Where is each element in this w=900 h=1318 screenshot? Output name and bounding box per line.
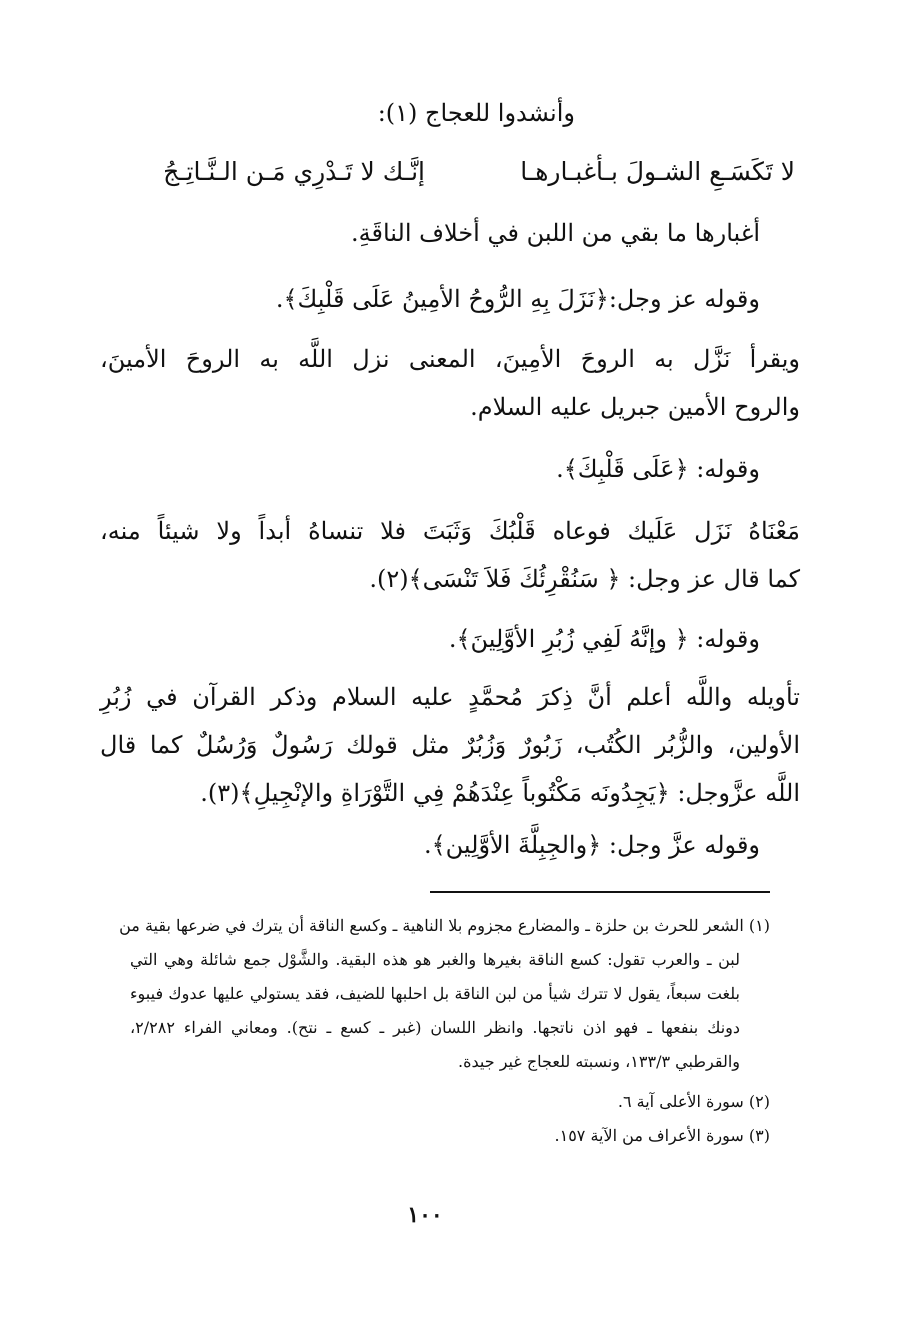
text-line-11: الأولين، والزُّبُر الكُتُب، زَبُورٌ وَزُبُرٌ مثل قولك رَسُولٌ وَرُسُلٌ كما قال bbox=[100, 731, 800, 759]
text-line-3: وقوله عز وجل:﴿نَزَلَ بِهِ الرُّوحُ الأمِينُ عَلَى قَلْبِكَ﴾. bbox=[275, 285, 760, 313]
footnote-separator bbox=[430, 891, 770, 893]
text-line-5: والروح الأمين جبريل عليه السلام. bbox=[470, 393, 800, 421]
text-line-2: أغبارها ما بقي من اللبن في أخلاف الناقَةِ. bbox=[351, 219, 760, 247]
footnote-2: (٢) سورة الأعلى آية ٦. bbox=[617, 1092, 770, 1111]
text-line-4: ويقرأ نَزَّل به الروحَ الأمِينَ، المعنى نزل اللَّه به الروحَ الأمينَ، bbox=[100, 345, 800, 373]
verse-second-hemistich: إنَّـك لا تَـدْرِي مَـن الـنَّـاتِـجُ bbox=[163, 157, 425, 186]
footnote-1-line-5: والقرطبي ١٣٣/٣، ونسبته للعجاج غير جيدة. bbox=[458, 1052, 740, 1071]
text-line-12: اللَّه عزَّوجل: ﴿يَجِدُونَه مَكْتُوباً عِنْدَهُمْ فِي التَّوْرَاةِ والإنْجِيلِ﴾(٣). bbox=[200, 779, 800, 807]
footnote-3: (٣) سورة الأعراف من الآية ١٥٧. bbox=[554, 1126, 770, 1145]
page-number: ١٠٠ bbox=[407, 1202, 443, 1228]
footnote-1-line-2: لبن ـ والعرب تقول: كسع الناقة بغيرها والغبر هو هذه البقية. والشَّوْل جمع شائلة وهي التي bbox=[130, 950, 740, 969]
text-line-10: تأويله واللَّه أعلم أنَّ ذِكرَ مُحمَّدٍ عليه السلام وذكر القرآن في زُبُرِ bbox=[100, 683, 800, 711]
footnote-1-line-4: دونك بنفعها ـ فهو اذن ناتجها. وانظر اللسان (غبر ـ كسع ـ نتح). ومعاني الفراء ٢/٢٨٢، bbox=[130, 1018, 740, 1037]
text-line-9: وقوله: ﴿ وإنَّهُ لَفِي زُبُرِ الأوَّلِينَ﴾. bbox=[448, 625, 760, 653]
text-line-1: وأنشدوا للعجاج (١): bbox=[377, 99, 575, 127]
text-line-6: وقوله: ﴿عَلَى قَلْبِكَ﴾. bbox=[556, 455, 760, 483]
text-line-7: مَعْنَاهُ نَزَل عَلَيك فوعاه قَلْبُكَ وَثَبَتَ فلا تنساهُ أبداً ولا شيئاً منه، bbox=[100, 517, 800, 545]
footnote-1-line-3: بلغت سبعاً، يقول لا تترك شيأ من لبن الناقة بل احلبها للضيف، فقد يستولي عليها عدوك فيبوء bbox=[130, 984, 740, 1003]
text-line-13: وقوله عزَّ وجل: ﴿والجِبِلَّةَ الأوَّلِين﴾. bbox=[423, 831, 760, 859]
footnote-1-line-1: (١) الشعر للحرث بن حلزة ـ والمضارع مجزوم بلا الناهية ـ وكسع الناقة أن يترك في ضرعها بقية من bbox=[119, 916, 770, 935]
text-line-8: كما قال عز وجل: ﴿ سَنُقْرِئُكَ فَلاَ تَنْسَى﴾(٢). bbox=[369, 565, 800, 593]
verse-first-hemistich: لا تَكَسَـعِ الشـولَ بـأغبـارهـا bbox=[520, 157, 795, 186]
